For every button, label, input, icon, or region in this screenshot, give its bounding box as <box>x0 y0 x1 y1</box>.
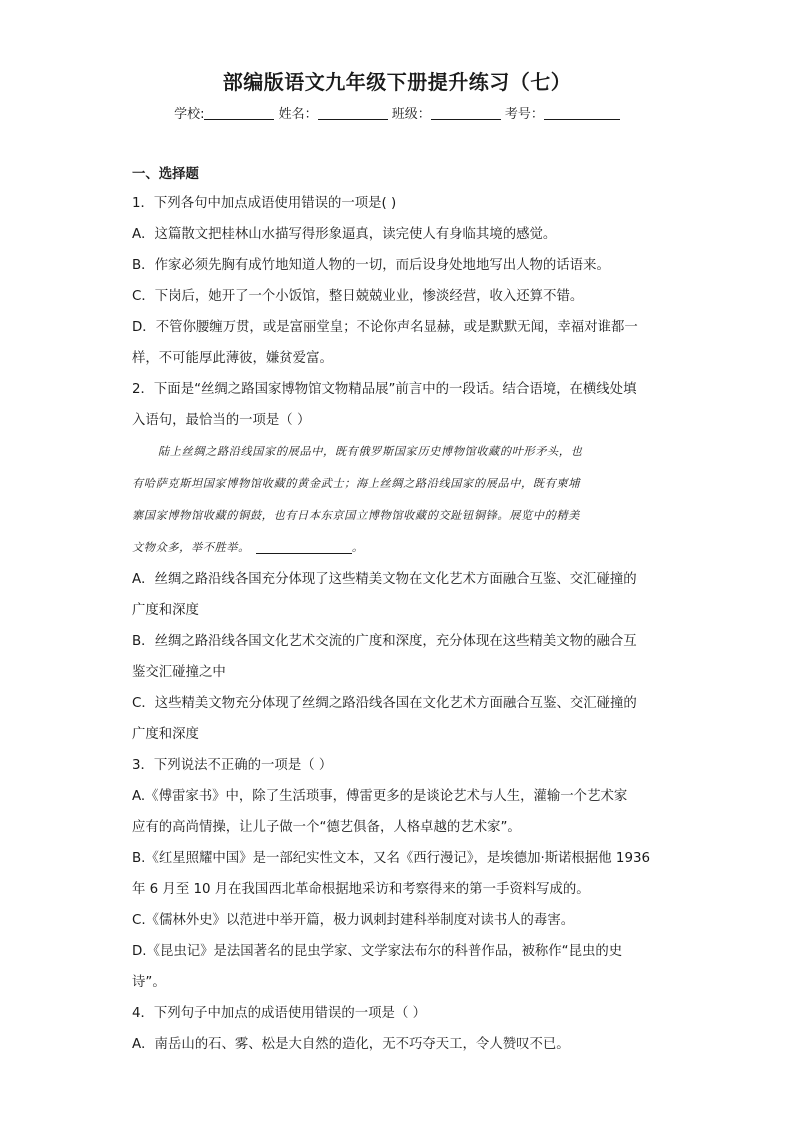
student-info-line <box>0 103 794 122</box>
option-b: B．丝绸之路沿线各国文化艺术交流的广度和深度，充分体现在这些精美文物的融合互 <box>132 634 637 649</box>
option-d-continued: 样，不可能厚此薄彼，嫌贫爱富。 <box>132 351 333 366</box>
reading-passage-line <box>132 532 664 564</box>
question-3 <box>132 750 664 998</box>
school-label: 学校: <box>174 107 205 122</box>
question-1 <box>132 188 664 374</box>
question-stem: 4．下列句子中加点的成语使用错误的一项是（ ） <box>132 1006 426 1021</box>
question-content <box>132 162 664 1060</box>
question-stem: 3．下列说法不正确的一项是（ ） <box>132 758 333 773</box>
option-c: C.《儒林外史》以范进中举开篇，极力讽刺封建科举制度对读书人的毒害。 <box>132 913 575 928</box>
option-a: A．南岳山的石、雾、松是大自然的造化，无不巧夺天工，令人赞叹不已。 <box>132 1037 570 1052</box>
option-b: B.《红星照耀中国》是一部纪实性文本，又名《西行漫记》，是埃德加·斯诺根据他 1936 <box>132 851 651 866</box>
option-b: B．作家必须先胸有成竹地知道人物的一切，而后设身处地地写出人物的话语来。 <box>132 258 610 273</box>
question-stem: 1．下列各句中加点成语使用错误的一项是( ) <box>132 196 397 211</box>
passage-text: 文物众多，举不胜举。 <box>132 541 250 554</box>
option-d-continued: 诗”。 <box>132 975 166 990</box>
option-a: A.《傅雷家书》中，除了生活琐事，傅雷更多的是谈论艺术与人生，灌输一个艺术家 <box>132 789 628 804</box>
name-blank[interactable] <box>318 106 388 120</box>
passage-end-mark: 。 <box>351 541 364 554</box>
reading-passage-line: 有哈萨克斯坦国家博物馆收藏的黄金武士；海上丝绸之路沿线国家的展品中，既有柬埔 <box>132 477 580 490</box>
class-blank[interactable] <box>431 106 501 120</box>
reading-passage-line: 陆上丝绸之路沿线国家的展品中，既有俄罗斯国家历史博物馆收藏的叶形矛头，也 <box>158 445 583 458</box>
section-heading: 一、选择题 <box>132 167 199 182</box>
option-a: A．这篇散文把桂林山水描写得形象逼真，读完使人有身临其境的感觉。 <box>132 227 557 242</box>
question-stem-continued: 入语句，最恰当的一项是（ ） <box>132 413 311 428</box>
option-c: C．下岗后，她开了一个小饭馆，整日兢兢业业，惨淡经营，收入还算不错。 <box>132 289 584 304</box>
question-2 <box>132 374 664 750</box>
exam-number-label: 考号： <box>504 107 544 122</box>
option-c-continued: 广度和深度 <box>132 727 199 742</box>
option-d: D．不管你腰缠万贯，或是富丽堂皇；不论你声名显赫，或是默默无闻，幸福对谁都一 <box>132 320 638 335</box>
option-d: D.《昆虫记》是法国著名的昆虫学家、文学家法布尔的科普作品，被称作“昆虫的史 <box>132 944 623 959</box>
reading-passage-line: 寨国家博物馆收藏的铜鼓，也有日本东京国立博物馆收藏的交趾钮铜锋。展览中的精美 <box>132 509 580 522</box>
option-b-continued: 年 6 月至 10 月在我国西北革命根据地采访和考察得来的第一手资料写成的。 <box>132 882 590 897</box>
option-a-continued: 广度和深度 <box>132 603 199 618</box>
name-label: 姓名： <box>278 107 318 122</box>
question-4 <box>132 998 664 1060</box>
option-c: C．这些精美文物充分体现了丝绸之路沿线各国在文化艺术方面融合互鉴、交汇碰撞的 <box>132 696 637 711</box>
question-stem: 2．下面是“丝绸之路国家博物馆文物精品展”前言中的一段话。结合语境，在横线处填 <box>132 382 637 397</box>
school-blank[interactable] <box>204 106 274 120</box>
page-title: 部编版语文九年级下册提升练习（七） <box>222 70 572 94</box>
option-a: A．丝绸之路沿线各国充分体现了这些精美文物在文化艺术方面融合互鉴、交汇碰撞的 <box>132 572 637 587</box>
class-label: 班级： <box>391 107 431 122</box>
exam-number-blank[interactable] <box>544 106 620 120</box>
option-b-continued: 鉴交汇碰撞之中 <box>132 665 226 680</box>
fill-in-blank[interactable] <box>256 541 352 554</box>
option-a-continued: 应有的高尚情操，让儿子做一个“德艺俱备，人格卓越的艺术家”。 <box>132 820 521 835</box>
